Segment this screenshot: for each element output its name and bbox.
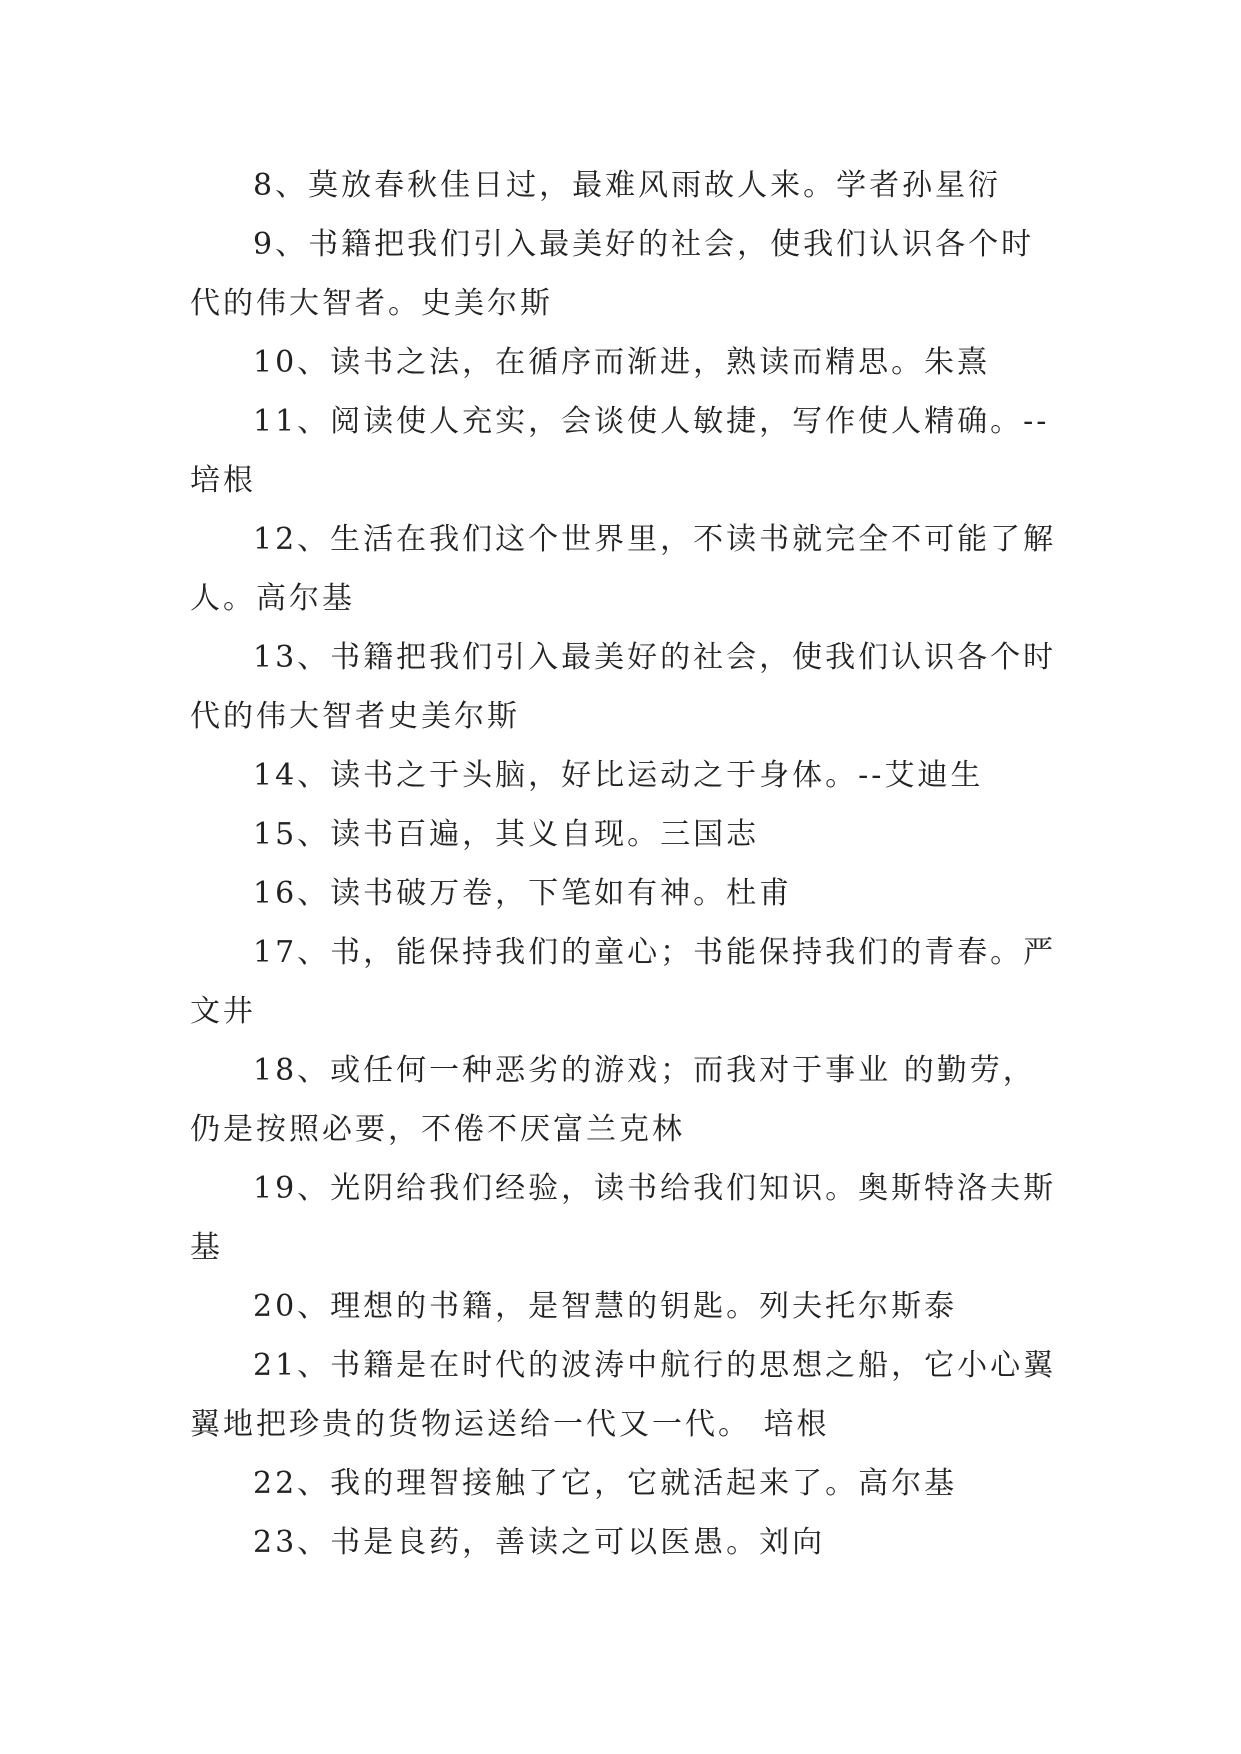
quote-paragraph: 11、阅读使人充实，会谈使人敏捷，写作使人精确。--培根 <box>190 404 1050 498</box>
quote-paragraph: 19、光阴给我们经验，读书给我们知识。奥斯特洛夫斯基 <box>190 1171 1057 1265</box>
quote-paragraph: 16、读书破万卷，下笔如有神。杜甫 <box>253 876 793 911</box>
quote-paragraph: 14、读书之于头脑，好比运动之于身体。--艾迪生 <box>253 758 984 793</box>
quote-paragraph: 12、生活在我们这个世界里，不读书就完全不可能了解人。高尔基 <box>190 522 1057 616</box>
quote-paragraph: 21、书籍是在时代的波涛中航行的思想之船，它小心翼翼地把珍贵的货物运送给一代又一代。 培根 <box>190 1348 1057 1442</box>
quote-paragraph: 15、读书百遍，其义自现。三国志 <box>253 817 760 852</box>
quote-paragraph: 9、书籍把我们引入最美好的社会，使我们认识各个时代的伟大智者。史美尔斯 <box>190 227 1035 321</box>
quote-paragraph: 8、莫放春秋佳日过，最难风雨故人来。学者孙星衍 <box>253 168 1002 203</box>
quote-paragraph: 10、读书之法，在循序而渐进，熟读而精思。朱熹 <box>253 345 991 380</box>
quote-paragraph: 17、书，能保持我们的童心；书能保持我们的青春。严文井 <box>190 935 1057 1029</box>
quote-paragraph: 20、理想的书籍，是智慧的钥匙。列夫托尔斯泰 <box>253 1289 958 1324</box>
quote-paragraph: 13、书籍把我们引入最美好的社会，使我们认识各个时代的伟大智者史美尔斯 <box>190 640 1057 734</box>
quote-paragraph: 23、书是良药，善读之可以医愚。刘向 <box>253 1525 826 1560</box>
quote-paragraph: 22、我的理智接触了它，它就活起来了。高尔基 <box>253 1466 958 1501</box>
quote-paragraph: 18、或任何一种恶劣的游戏；而我对于事业 的勤劳，仍是按照必要，不倦不厌富兰克林 <box>190 1053 1036 1147</box>
quote-list <box>190 156 1060 1572</box>
